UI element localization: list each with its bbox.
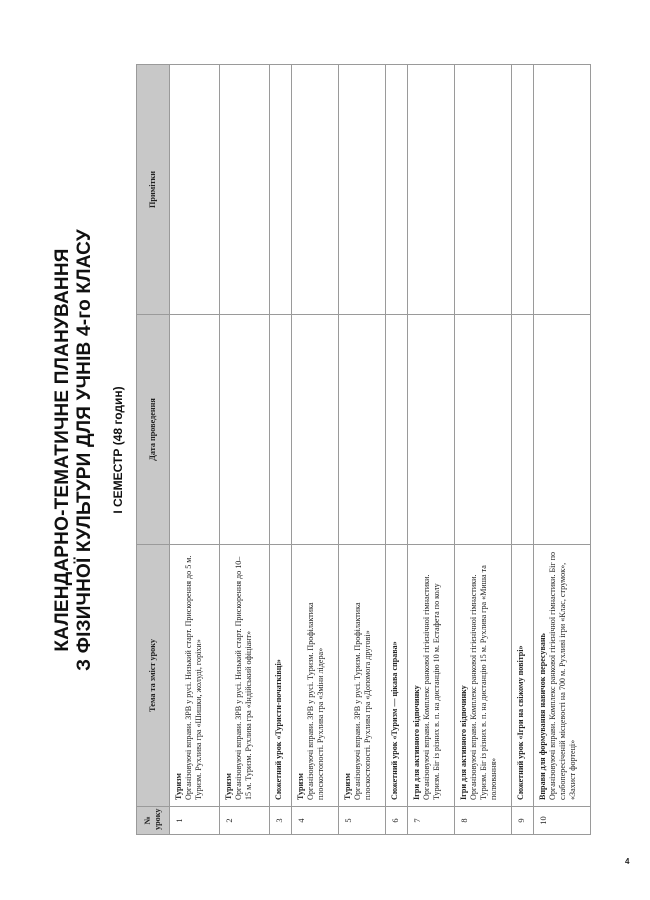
lesson-category: Ігри для активного відпочинку: [412, 685, 421, 800]
lesson-topic: [455, 545, 512, 807]
notes-cell: [292, 65, 339, 315]
date-cell: [408, 315, 455, 545]
lesson-number: 4: [292, 807, 339, 835]
notes-cell: [534, 65, 591, 315]
lesson-topic: [408, 545, 455, 807]
lesson-text: Організовуючі вправи. ЗРВ у русі. Туризм. Профілактика плоскостопості. Рухлива гра «Зміни лідера»: [306, 602, 326, 800]
date-cell: [270, 315, 292, 545]
table-row: [270, 65, 292, 835]
notes-cell: [170, 65, 220, 315]
table-row: [220, 65, 270, 835]
date-cell: [512, 315, 534, 545]
lesson-text: Організовуючі вправи. Комплекс ранкової гігієнічної гімнастики. Туризм. Біг із різних в. п. на дистанцію 10 м. Естафета по колу: [422, 574, 442, 800]
lesson-number: 8: [455, 807, 512, 835]
title-line-1: КАЛЕНДАРНО-ТЕМАТИЧНЕ ПЛАНУВАННЯ: [52, 248, 73, 652]
lesson-topic: [534, 545, 591, 807]
lesson-number: 10: [534, 807, 591, 835]
notes-cell: [220, 65, 270, 315]
notes-cell: [455, 65, 512, 315]
date-cell: [220, 315, 270, 545]
date-cell: [386, 315, 408, 545]
lesson-category: Туризм: [296, 773, 305, 800]
column-header-num: № уроку: [137, 807, 170, 835]
lesson-topic: Сюжетний урок «Туризм — цікава справа»: [386, 545, 408, 807]
table-row: [170, 65, 220, 835]
column-header-date: Дата проведення: [137, 315, 170, 545]
notes-cell: [386, 65, 408, 315]
lesson-number: 7: [408, 807, 455, 835]
lesson-text: Організовуючі вправи. Комплекс ранкової гігієнічної гімнастики. Біг по слабопересіченій місцевості на 700 м. Рухливі ігри «Клас, струмок», «Захист фортеці»: [548, 551, 578, 800]
lesson-category: Ігри для активного відпочинку: [459, 685, 468, 800]
table-row: [512, 65, 534, 835]
lesson-text: Організовуючі вправи. ЗРВ у русі. Туризм. Профілактика плоскостопості. Рухлива гра «Допомога другові»: [353, 602, 373, 800]
column-header-notes: Примітки: [137, 65, 170, 315]
lesson-text: Організовуючі вправи. ЗРВ у русі. Низький старт. Прискорення до 10–15 м. Туризм. Рухлива гра «Індійський офіціант»: [234, 556, 254, 800]
lesson-topic: Сюжетний урок «Ігри на свіжому повітрі»: [512, 545, 534, 807]
lesson-topic: [220, 545, 270, 807]
table-row: [455, 65, 512, 835]
notes-cell: [270, 65, 292, 315]
lesson-number: 1: [170, 807, 220, 835]
table-header-row: [137, 65, 170, 835]
lesson-topic: [292, 545, 339, 807]
column-header-topic: Тема та зміст уроку: [137, 545, 170, 807]
date-cell: [339, 315, 386, 545]
lesson-plan-table: [136, 64, 591, 835]
notes-cell: [339, 65, 386, 315]
table-row: [292, 65, 339, 835]
lesson-category: Туризм: [224, 773, 233, 800]
lesson-text: Організовуючі вправи. ЗРВ у русі. Низький старт. Прискорення до 5 м. Туризм. Рухлива гра «Шишки, жолуді, горіхи»: [184, 555, 204, 800]
lesson-topic: [170, 545, 220, 807]
lesson-number: 9: [512, 807, 534, 835]
date-cell: [292, 315, 339, 545]
title-line-2: З ФІЗИЧНОЇ КУЛЬТУРИ ДЛЯ УЧНІВ 4-го КЛАСУ: [74, 229, 95, 671]
date-cell: [534, 315, 591, 545]
lesson-number: 2: [220, 807, 270, 835]
lesson-topic: [339, 545, 386, 807]
page-number: 4: [625, 857, 630, 866]
lesson-number: 5: [339, 807, 386, 835]
notes-cell: [512, 65, 534, 315]
lesson-category: Вправи для формування навичок пересувань: [538, 633, 547, 800]
lesson-number: 6: [386, 807, 408, 835]
lesson-topic: Сюжетний урок «Туристи-початківці»: [270, 545, 292, 807]
lesson-category: Туризм: [343, 773, 352, 800]
date-cell: [170, 315, 220, 545]
table-row: [534, 65, 591, 835]
lesson-number: 3: [270, 807, 292, 835]
notes-cell: [408, 65, 455, 315]
table-row: [408, 65, 455, 835]
table-row: [339, 65, 386, 835]
lesson-category: Туризм: [174, 773, 183, 800]
lesson-text: Організовуючі вправи. Комплекс ранкової гігієнічної гімнастики. Туризм. Біг із різних в. п. на дистанцію 15 м. Рухлива гра «Миша та полювання»: [469, 565, 499, 800]
table-row: [386, 65, 408, 835]
date-cell: [455, 315, 512, 545]
semester-heading: І СЕМЕСТР (48 годин): [111, 386, 125, 514]
